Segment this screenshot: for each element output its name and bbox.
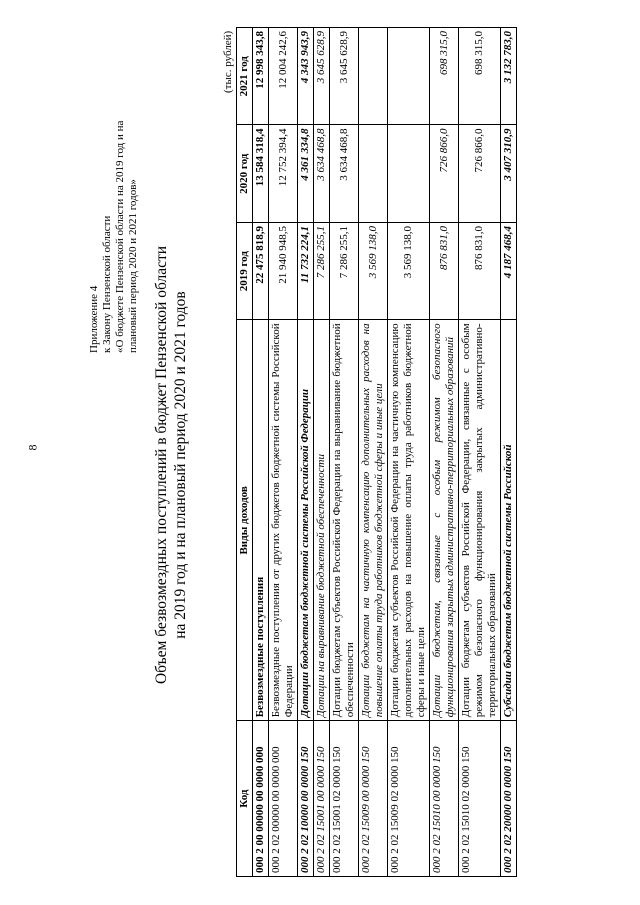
cell-2021 [359,28,388,126]
cell-2019: 22 475 818,9 [253,222,269,319]
cell-code: 000 2 02 15010 00 0000 150 [430,721,459,877]
appendix-line: Приложение 4 [88,285,100,353]
cell-code: 000 2 02 15009 00 0000 150 [359,721,388,877]
cell-2020: 13 584 318,4 [253,125,269,222]
page-number: 8 [25,444,40,451]
cell-name: Дотации бюджетам субъектов Российской Федерации на выравнивание бюджетной обеспеченности [330,320,359,721]
table-row [330,28,359,877]
table-row [388,28,430,877]
header-2020: 2020 год [237,125,253,222]
cell-2019: 11 732 224,1 [298,222,314,319]
appendix-block [88,121,140,353]
cell-2020 [359,125,388,222]
cell-name: Дотации на выравнивание бюджетной обеспеченности [314,320,330,721]
cell-2021: 698 315,0 [430,28,459,126]
cell-2021: 12 998 343,8 [253,28,269,126]
cell-2021 [388,28,430,126]
cell-2021: 12 004 242,6 [269,28,298,126]
cell-code: 000 2 02 20000 00 0000 150 [501,721,517,877]
cell-2020: 3 407 310,9 [501,125,517,222]
cell-2021: 3 645 628,9 [314,28,330,126]
appendix-line: плановый период 2020 и 2021 годов» [127,179,139,353]
table-row [253,28,269,877]
cell-2020: 726 866,0 [430,125,459,222]
table-row [359,28,388,877]
header-2021: 2021 год [237,28,253,126]
appendix-line: «О бюджете Пензенской области на 2019 год и на [114,120,126,353]
cell-2019: 7 286 255,1 [330,222,359,319]
cell-code: 000 2 02 15010 02 0000 150 [459,721,501,877]
table-row [298,28,314,877]
table-row [314,28,330,877]
cell-2020: 3 634 468,8 [314,125,330,222]
cell-2020: 3 634 468,8 [330,125,359,222]
cell-2020: 4 361 334,8 [298,125,314,222]
header-2019: 2019 год [237,222,253,319]
document-title [152,145,190,785]
table-row [459,28,501,877]
table-row [430,28,459,877]
table-row [269,28,298,877]
cell-2019: 21 940 948,5 [269,222,298,319]
cell-2021: 3 132 783,0 [501,28,517,126]
cell-name: Безвозмездные поступления [253,320,269,721]
cell-2019: 876 831,0 [430,222,459,319]
cell-name: Дотации бюджетам бюджетной системы Российской Федерации [298,320,314,721]
header-name: Виды доходов [237,320,253,721]
cell-2019: 4 187 468,4 [501,222,517,319]
cell-name: Безвозмездные поступления от других бюджетов бюджетной системы Российской Федерации [269,320,298,721]
cell-2021: 3 645 628,9 [330,28,359,126]
cell-2019: 7 286 255,1 [314,222,330,319]
appendix-line: к Закону Пензенской области [101,215,113,353]
cell-code: 000 2 02 00000 00 0000 000 [269,721,298,877]
cell-name: Дотации бюджетам субъектов Российской Федерации, связанные с особым режимом безопасного функционирования закрытых административно-территориальных образований [459,320,501,721]
cell-name: Дотации бюджетам на частичную компенсацию дополнительных расходов на повышение оплаты труда работников бюджетной сферы и иные цели [359,320,388,721]
title-line: на 2019 год и на плановый период 2020 и 2021 годов [172,291,189,639]
cell-name: Дотации бюджетам, связанные с особым режимом безопасного функционирования закрытых административно-территориальных образований [430,320,459,721]
cell-2021: 698 315,0 [459,28,501,126]
cell-name: Субсидии бюджетам бюджетной системы Российской [501,320,517,721]
cell-code: 000 2 02 10000 00 0000 150 [298,721,314,877]
cell-name: Дотации бюджетам субъектов Российской Федерации на частичную компенсацию дополнительных расходов на повышение оплаты труда работников бюджетной сферы и иные цели [388,320,430,721]
cell-code: 000 2 02 15009 02 0000 150 [388,721,430,877]
cell-2020: 12 752 394,4 [269,125,298,222]
cell-2020: 726 866,0 [459,125,501,222]
header-code: Код [237,721,253,877]
cell-code: 000 2 02 15001 00 0000 150 [314,721,330,877]
cell-code: 000 2 00 00000 00 0000 000 [253,721,269,877]
title-line: Объем безвозмездных поступлений в бюджет Пензенской области [153,245,170,685]
cell-code: 000 2 02 15001 02 0000 150 [330,721,359,877]
cell-2019: 3 569 138,0 [388,222,430,319]
cell-2019: 3 569 138,0 [359,222,388,319]
cell-2021: 4 343 943,9 [298,28,314,126]
budget-table [236,27,517,877]
units-note: (тыс. рублей) [222,30,234,93]
cell-2019: 876 831,0 [459,222,501,319]
cell-2020 [388,125,430,222]
table-row [501,28,517,877]
table-header-row [237,28,253,877]
